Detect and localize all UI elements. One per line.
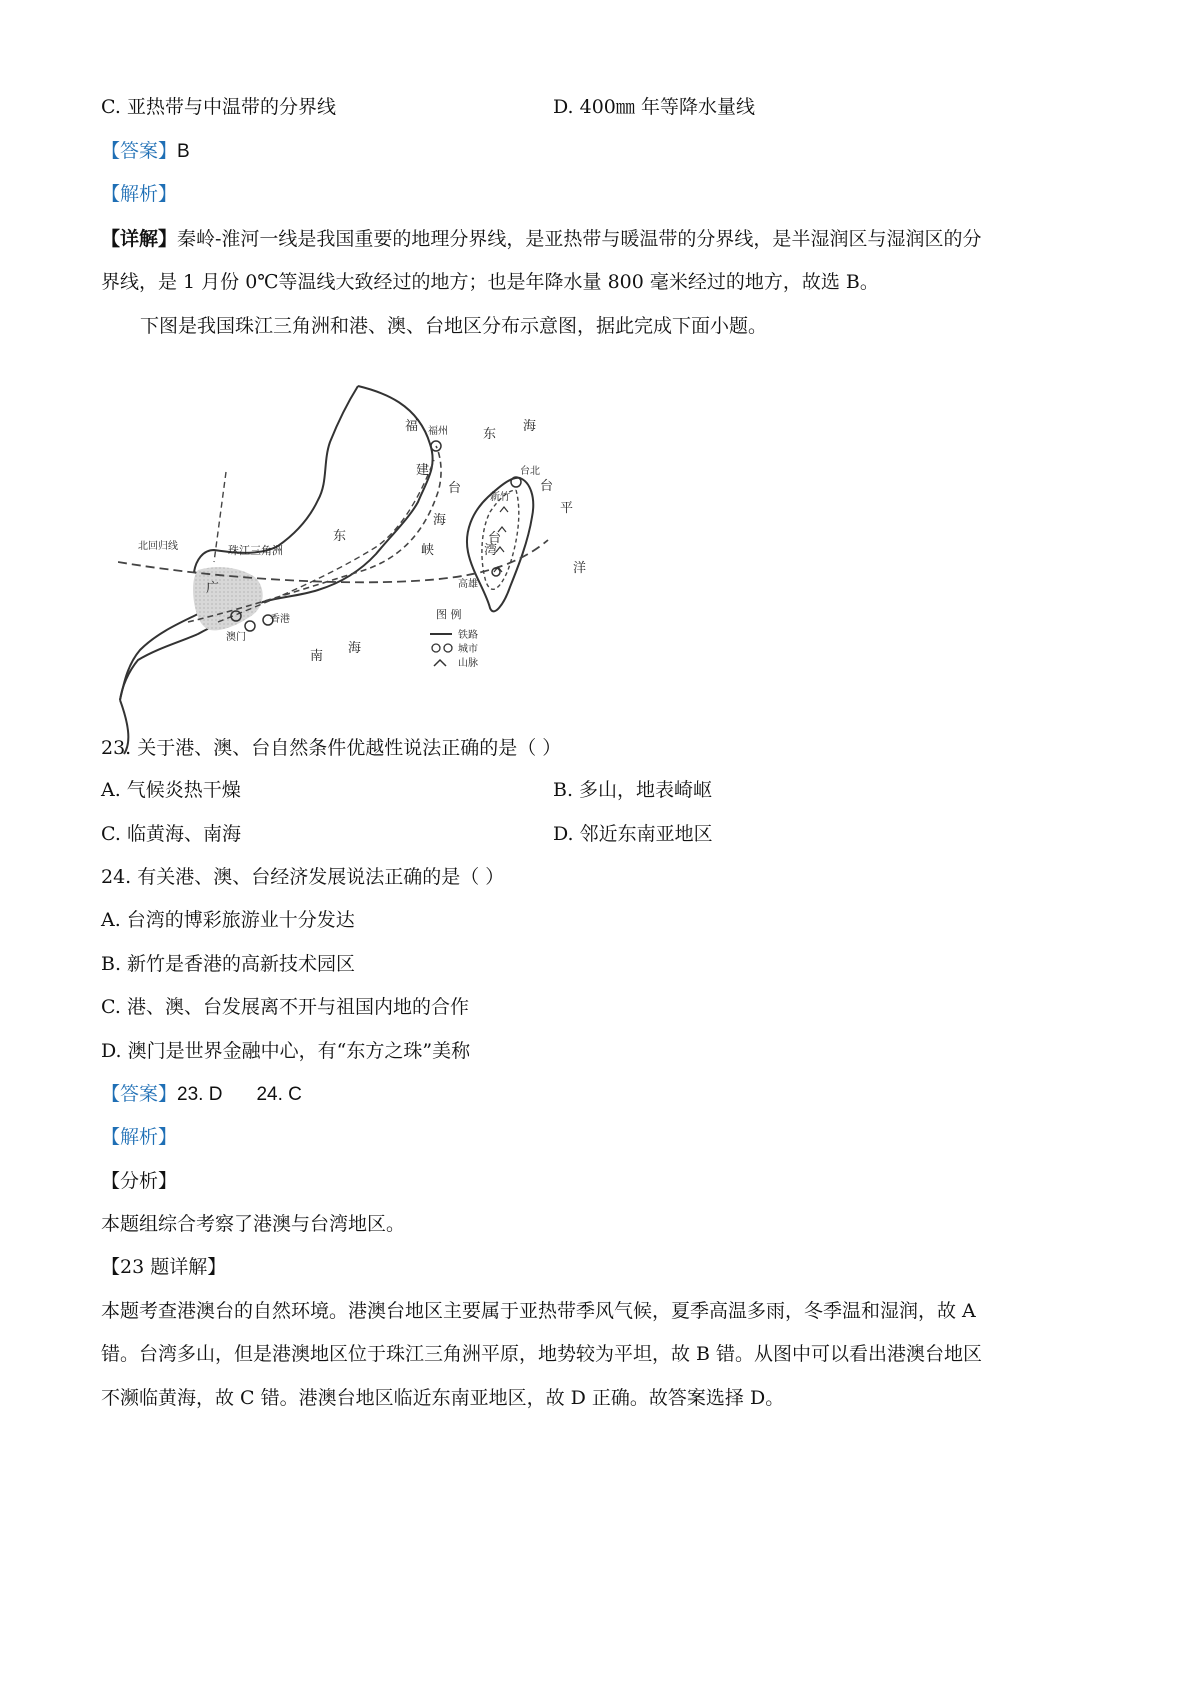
map-label-hai2: 海 xyxy=(433,513,447,528)
detail-1-line-2: 界线，是 1 月份 0℃等温线大致经过的地方；也是年降水量 800 毫米经过的地方，故选 B。 xyxy=(101,271,879,293)
map-label-xinzhu: 新竹 xyxy=(490,492,510,503)
analysis-label: 【解析】 xyxy=(101,183,178,205)
q23-option-c: C. 临黄海、南海 xyxy=(101,823,241,845)
map-figure xyxy=(118,382,638,780)
q24-stem: 24. 有关港、澳、台经济发展说法正确的是（ ） xyxy=(101,866,505,888)
option-d: D. 400㎜ 年等降水量线 xyxy=(553,96,755,118)
map-label-aomen: 澳门 xyxy=(226,632,246,643)
map-label-jian: 建 xyxy=(416,463,430,478)
analysis-label: 【解析】 xyxy=(101,1126,178,1148)
map-label-wan: 湾 xyxy=(484,543,498,558)
q24-option-d: D. 澳门是世界金融中心，有“东方之珠”美称 xyxy=(101,1040,471,1062)
option-c: C. 亚热带与中温带的分界线 xyxy=(101,96,336,118)
map-label-gaoxiong: 高雄 xyxy=(458,579,478,590)
detail-label: 【详解】 xyxy=(101,228,178,250)
map-label-xianggang: 香港 xyxy=(270,614,290,625)
map-label-yang: 洋 xyxy=(573,561,587,576)
q24-option-b: B. 新竹是香港的高新技术园区 xyxy=(101,953,356,975)
map-label-fuzhou: 福州 xyxy=(428,426,448,437)
map-legend xyxy=(430,607,478,669)
map-label-dong: 东 xyxy=(483,427,497,442)
analysis-2 xyxy=(101,1124,177,1150)
legend-title: 图 例 xyxy=(436,608,462,621)
map-label-tai: 台 xyxy=(540,479,554,494)
answer-label: 【答案】 xyxy=(101,1083,178,1105)
detail-text: 秦岭-淮河一线是我国重要的地理分界线，是亚热带与暖温带的分界线，是半湿润区与湿润区的分 xyxy=(177,228,982,250)
map-label-taibei: 台北 xyxy=(520,466,540,477)
analysis-1 xyxy=(101,181,177,207)
map-label-guang: 广 xyxy=(206,581,220,596)
map-label-tropic: 北回归线 xyxy=(138,541,178,552)
legend-railway: 铁路 xyxy=(458,630,478,641)
answer-23: 23. D xyxy=(177,1084,223,1105)
detail-23-line-3: 不濒临黄海，故 C 错。港澳台地区临近东南亚地区，故 D 正确。故答案选择 D。 xyxy=(101,1387,785,1409)
q23-option-b: B. 多山，地表崎岖 xyxy=(553,779,713,801)
map-label-dong2: 东 xyxy=(333,529,347,544)
intro-text: 下图是我国珠江三角洲和港、澳、台地区分布示意图，据此完成下面小题。 xyxy=(140,315,768,337)
map-label-ping: 平 xyxy=(560,501,574,516)
q23-option-d: D. 邻近东南亚地区 xyxy=(553,823,713,845)
detail-1-line-1 xyxy=(101,226,981,252)
fenxi-text: 本题组综合考察了港澳与台湾地区。 xyxy=(101,1213,406,1235)
detail-23-label: 【23 题详解】 xyxy=(101,1256,227,1278)
answer-1 xyxy=(101,138,190,165)
map-label-hai: 海 xyxy=(523,419,537,434)
q24-option-c: C. 港、澳、台发展离不开与祖国内地的合作 xyxy=(101,996,469,1018)
answer-label: 【答案】 xyxy=(101,140,178,162)
map-label-fu: 福 xyxy=(405,419,419,434)
q23-stem: 23. 关于港、澳、台自然条件优越性说法正确的是（ ） xyxy=(101,737,562,759)
q23-option-a: A. 气候炎热干燥 xyxy=(101,779,241,801)
map-label-hai3: 海 xyxy=(348,641,362,656)
fenxi-label: 【分析】 xyxy=(101,1170,178,1192)
answer-24: 24. C xyxy=(256,1084,302,1105)
map-label-tai2: 台 xyxy=(488,531,502,546)
detail-23-line-1: 本题考查港澳台的自然环境。港澳台地区主要属于亚热带季风气候，夏季高温多雨，冬季温和湿润，故 A xyxy=(101,1300,976,1322)
q24-option-a: A. 台湾的博彩旅游业十分发达 xyxy=(101,909,355,931)
legend-city: 城市 xyxy=(458,644,478,655)
map-label-xia: 峡 xyxy=(421,543,435,558)
detail-23-line-2: 错。台湾多山，但是港澳地区位于珠江三角洲平原，地势较为平坦，故 B 错。从图中可以看出港澳台地区 xyxy=(101,1343,983,1365)
map-label-tai3: 台 xyxy=(448,481,462,496)
legend-mountain: 山脉 xyxy=(458,658,478,669)
map-label-zhujiang: 珠江三角洲 xyxy=(228,544,283,557)
map-label-nan: 南 xyxy=(310,649,324,664)
answer-2 xyxy=(101,1081,302,1108)
answer-value: B xyxy=(177,141,190,162)
